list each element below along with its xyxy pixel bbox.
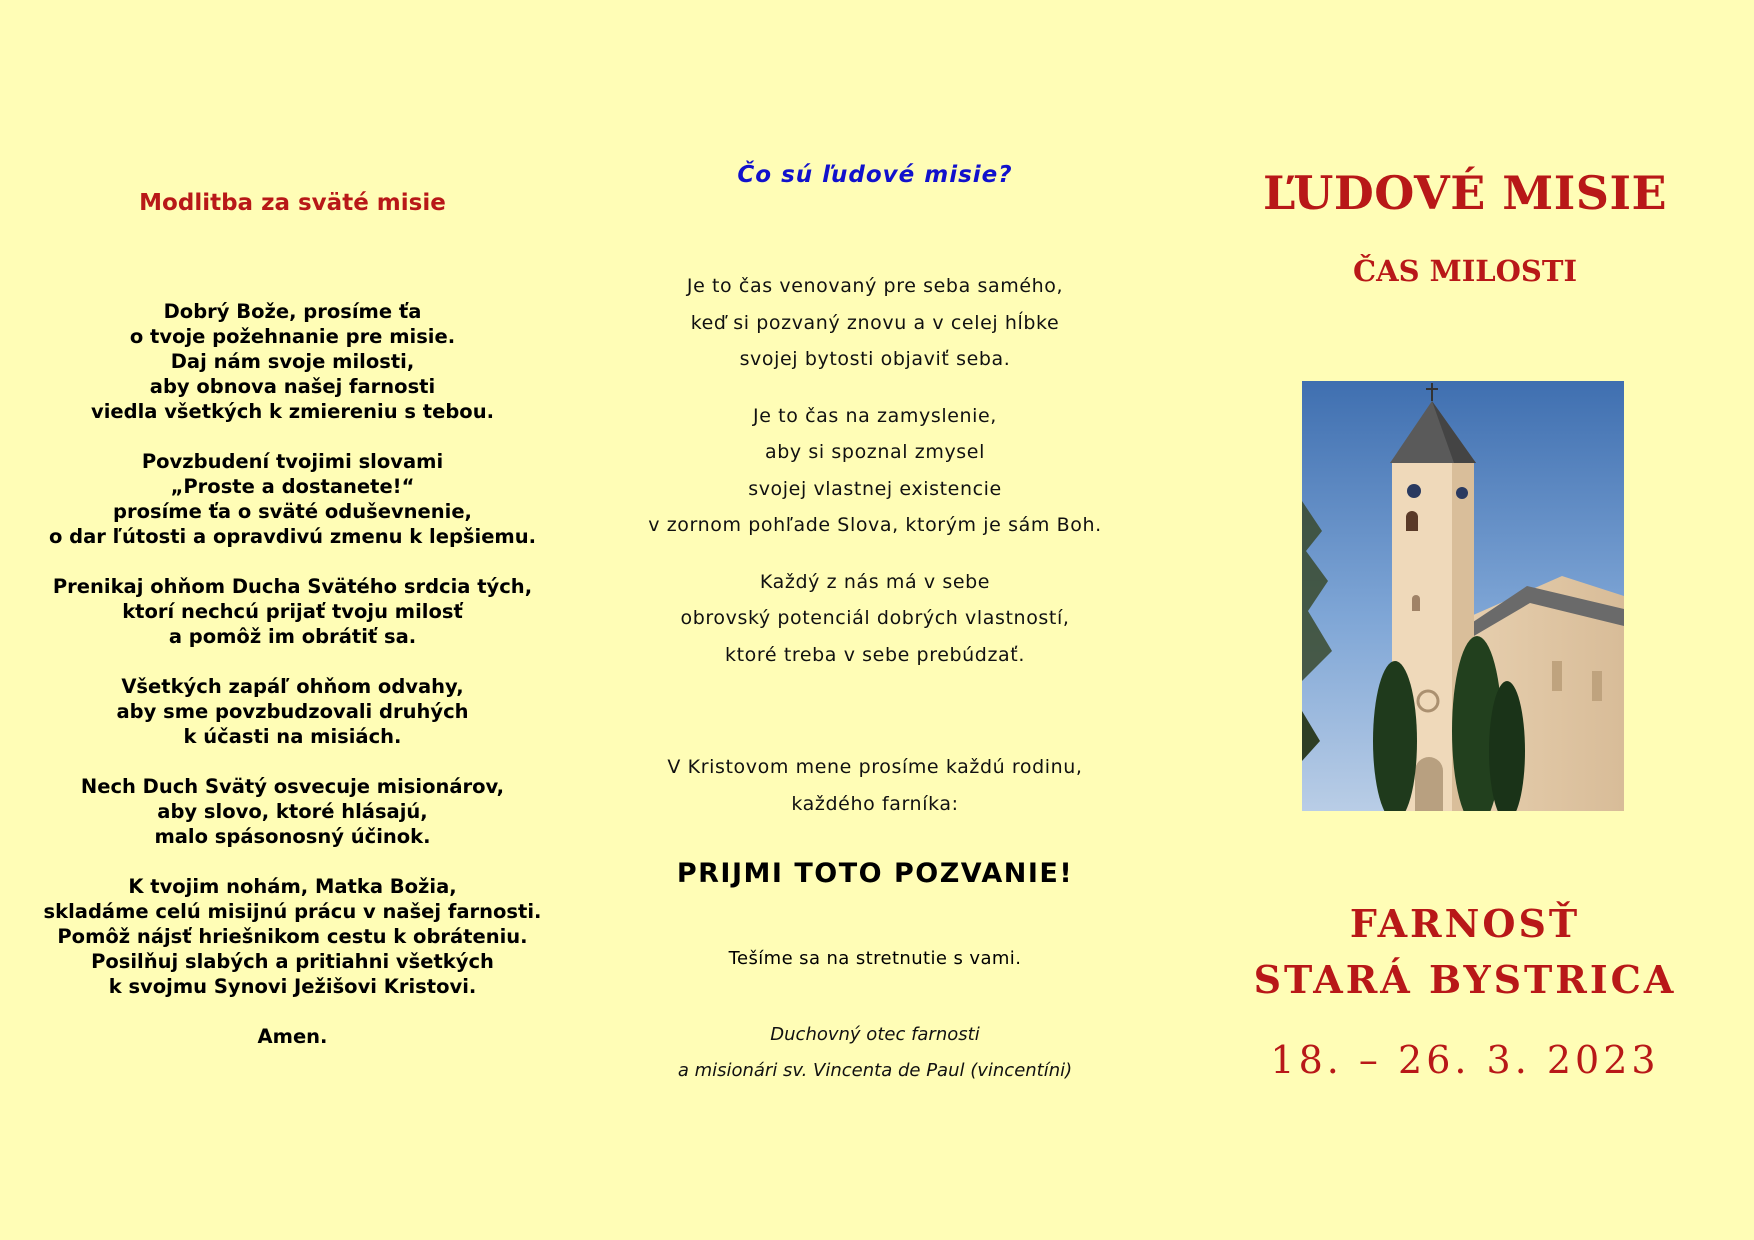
prayer-line: Dobrý Bože, prosíme ťa [163,300,422,323]
event-dates: 18. – 26. 3. 2023 [1270,1038,1660,1082]
prayer-stanza-3 [40,574,545,649]
prayer-stanza-5 [40,774,545,849]
prayer-line: Všetkých zapáľ ohňom odvahy, [121,675,464,698]
info-line: Je to čas venovaný pre seba samého, [686,275,1064,297]
info-line: obrovský potenciál dobrých vlastností, [680,607,1070,629]
prayer-body [40,299,545,1074]
prayer-line: aby sme povzbudzovali druhých [116,700,469,723]
info-line: keď si pozvaný znovu a v celej hĺbke [690,311,1060,334]
signature-line: a misionári sv. Vincenta de Paul (vincentíni) [677,1060,1073,1081]
prayer-line: viedla všetkých k zmiereniu s tebou. [91,400,494,423]
prayer-line: Pomôž nájsť hriešnikom cestu k obráteniu. [57,925,528,948]
prayer-amen [40,1024,545,1049]
info-line: svojej vlastnej existencie [748,477,1002,500]
info-line: svojej bytosti objaviť seba. [739,348,1011,370]
prayer-line: malo spásonosný účinok. [154,825,431,848]
info-line: Je to čas na zamyslenie, [753,404,997,427]
prayer-line: K tvojim nohám, Matka Božia, [128,875,457,898]
invitation [605,749,1145,822]
info-line: ktoré treba v sebe prebúdzať. [725,643,1025,666]
info-line: aby si spoznal zmysel [765,441,985,463]
info-paragraph-3 [605,564,1145,674]
see-you-text: Tešíme sa na stretnutie s vami. [728,948,1022,969]
prayer-stanza-4 [40,674,545,749]
prayer-line: Daj nám svoje milosti, [170,350,415,373]
prayer-stanza-1 [40,299,545,424]
prayer-line: Nech Duch Svätý osvecuje misionárov, [80,775,505,798]
prayer-line: Amen. [257,1025,328,1048]
accept-invitation-heading: PRIJMI TOTO POZVANIE! [676,858,1074,889]
prayer-line: prosíme ťa o sväté oduševnenie, [113,500,472,523]
prayer-line: skladáme celú misijnú prácu v našej farnosti. [43,900,542,923]
info-body [605,268,1145,693]
prayer-line: ktorí nechcú prijať tvoju milosť [122,600,463,623]
signature-line: Duchovný otec farnosti [770,1024,980,1045]
prayer-stanza-6 [40,874,545,999]
info-paragraph-1 [605,268,1145,378]
parish-line: STARÁ BYSTRICA [1253,957,1677,1002]
prayer-line: Povzbudení tvojimi slovami [141,450,444,473]
prayer-line: „Proste a dostanete!“ [170,475,415,498]
info-title: Čo sú ľudové misie? [737,162,1013,188]
invitation-line: každého farníka: [791,792,959,815]
signature [605,1017,1145,1089]
prayer-stanza-2 [40,449,545,549]
subtitle: ČAS MILOSTI [1352,254,1578,288]
prayer-line: a pomôž im obrátiť sa. [168,625,417,648]
info-paragraph-2 [605,398,1145,544]
prayer-line: Prenikaj ohňom Ducha Svätého srdcia tých, [52,575,533,598]
prayer-title: Modlitba za sväté misie [139,190,446,216]
church-illustration [1302,381,1624,811]
parish-line: FARNOSŤ [1349,901,1581,946]
prayer-line: aby obnova našej farnosti [149,375,436,398]
prayer-line: o tvoje požehnanie pre misie. [129,325,456,348]
prayer-line: k svojmu Synovi Ježišovi Kristovi. [108,975,477,998]
info-line: v zornom pohľade Slova, ktorým je sám Boh. [648,514,1102,536]
prayer-line: Posilňuj slabých a pritiahni všetkých [91,950,494,973]
info-line: Každý z nás má v sebe [759,570,991,593]
invitation-line: V Kristovom mene prosíme každú rodinu, [667,756,1083,778]
church-photo [1302,381,1624,811]
prayer-line: aby slovo, ktoré hlásajú, [157,800,428,823]
main-title: ĽUDOVÉ MISIE [1262,166,1668,220]
parish-name [1225,896,1705,1008]
prayer-line: o dar ľútosti a opravdivú zmenu k lepšiemu. [48,525,537,548]
prayer-line: k účasti na misiách. [183,725,402,748]
